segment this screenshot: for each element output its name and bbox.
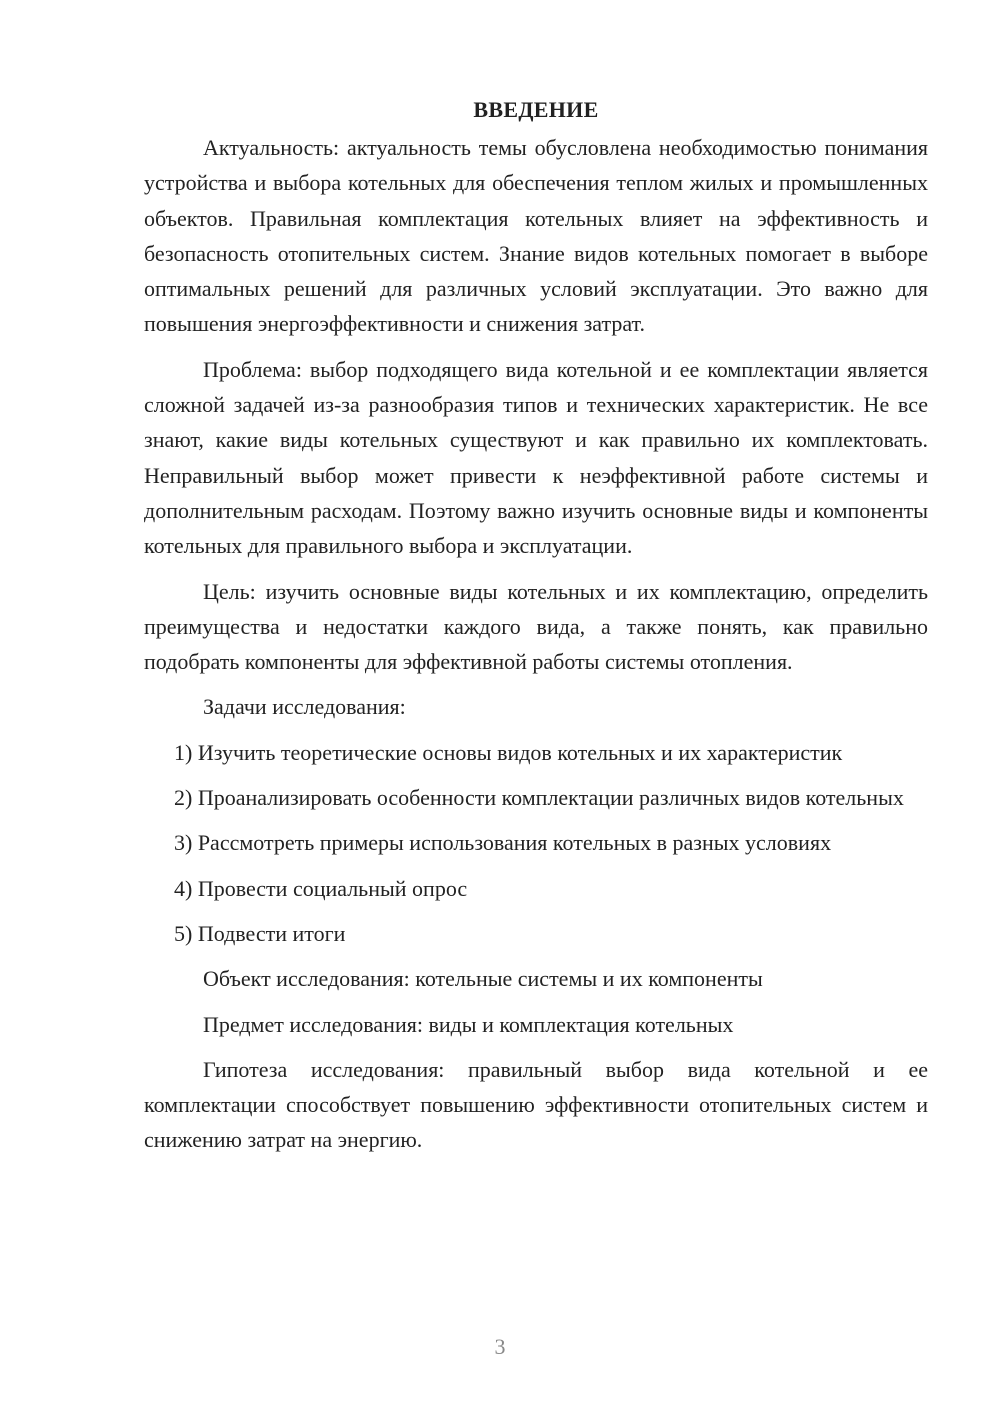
relevance-paragraph: Актуальность: актуальность темы обусловлена необходимостью понимания устройства и выбора котельных для обеспечения теплом жилых и промышленных объектов. Правильная комплектация котельных влияет на эффективность и безопасность отопительных систем. Знание видов котельных помогает в выборе оптимальных решений для различных условий эксплуатации. Это важно для повышения энергоэффективности и снижения затрат. xyxy=(144,135,928,337)
page-number: 3 xyxy=(494,1334,506,1359)
research-subject: Предмет исследования: виды и комплектация котельных xyxy=(203,1011,734,1037)
task-item-4: 4) Провести социальный опрос xyxy=(174,875,468,901)
research-object: Объект исследования: котельные системы и их компоненты xyxy=(203,966,763,992)
task-item-1: 1) Изучить теоретические основы видов котельных и их характеристик xyxy=(174,739,843,765)
document-page xyxy=(144,92,928,1168)
hypothesis-paragraph: Гипотеза исследования: правильный выбор вида котельной и ее комплектации способствует повышению эффективности отопительных систем и снижению затрат на энергию. xyxy=(144,1056,928,1153)
task-item-3: 3) Рассмотреть примеры использования котельных в разных условиях xyxy=(174,830,832,856)
task-item-2: 2) Проанализировать особенности комплектации различных видов котельных xyxy=(174,785,904,811)
tasks-heading: Задачи исследования: xyxy=(203,694,406,720)
task-item-5: 5) Подвести итоги xyxy=(174,920,346,946)
goal-paragraph: Цель: изучить основные виды котельных и их комплектацию, определить преимущества и недостатки каждого вида, а также понять, как правильно подобрать компоненты для эффективной работы системы отопления. xyxy=(144,578,928,675)
problem-paragraph: Проблема: выбор подходящего вида котельной и ее комплектации является сложной задачей из-за разнообразия типов и технических характеристик. Не все знают, какие виды котельных существуют и как правильно их комплектовать. Неправильный выбор может привести к неэффективной работе системы и дополнительным расходам. Поэтому важно изучить основные виды и компоненты котельных для правильного выбора и эксплуатации. xyxy=(144,356,928,559)
page-title: ВВЕДЕНИЕ xyxy=(473,97,599,122)
